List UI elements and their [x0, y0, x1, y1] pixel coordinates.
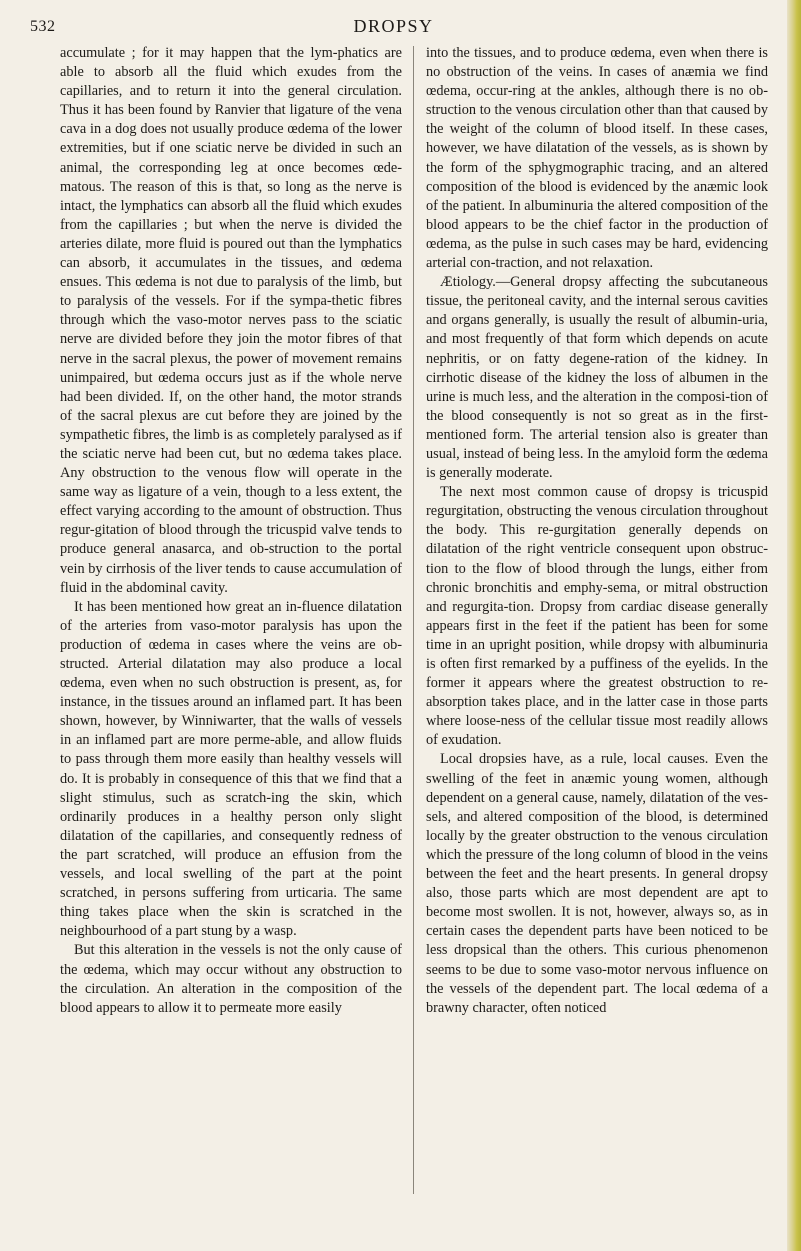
- paragraph: accumulate ; for it may happen that the lym-phatics are able to absorb all the fluid which exudes from the capillaries, and to return it into the general circulation. Thus it has been found by Ranvier that ligature of the vena cava in a dog does not usually produce œdema of the lower extremities, but if one sciatic nerve be divided in such an animal, the corresponding leg at once becomes œde-matous. The reason of this is that, so long as the nerve is intact, the lymphatics can absorb all the fluid which exudes from the capillaries ; but when the nerve is divided the arteries dilate, more fluid is poured out than the lymphatics can absorb, it accumulates in the tissues, and œdema ensues. This œdema is not due to paralysis of the limb, but to paralysis of the vessels. For if the sympa-thetic fibres through which the vaso-motor nerves pass to the sciatic nerve are divided before they join the motor fibres of that nerve in the sacral plexus, the power of movement remains unimpaired, but œdema occurs just as if the whole nerve had been divided. If, on the other hand, the motor strands of the sacral plexus are cut before they are joined by the sympathetic fibres, the limb is as completely paralysed as if the sciatic nerve had been cut, but no œdema takes place. Any obstruction to the venous flow will operate in the same way as ligature of a vein, though to a less extent, the effect varying according to the amount of obstruction. Thus regur-gitation of blood through the tricuspid valve tends to produce general anasarca, and ob-struction to the portal vein by cirrhosis of the liver tends to cause accumulation of fluid in the abdominal cavity.: [60, 45, 402, 596]
- page-number: 532: [30, 18, 56, 35]
- page-edge: [787, 0, 801, 1251]
- paragraph-aetiology: Ætiology.—General dropsy affecting the subcutaneous tissue, the peritoneal cavity, and the internal serous cavities and organs generally, is usually the result of albumin-uria, and most frequently of that form which depends on acute nephritis, or on fatty degene-ration of the kidney. In cirrhotic disease of the kidney the loss of albumen in the urine is much less, and the alteration in the composi-tion of the blood consequently is not so great as in the first-mentioned form. The arterial tension also is greater than usual, instead of being less. In the amyloid form the œdema is generally moderate.: [426, 274, 768, 482]
- right-column: [426, 44, 768, 1018]
- paragraph: Local dropsies have, as a rule, local causes. Even the swelling of the feet in anæmic young women, although dependent on a general cause, namely, dilatation of the ves-sels, and altered composition of the blood, is determined locally by the greater obstruction to the venous circulation which the pressure of the long column of blood in the veins between the feet and the heart presents. In general dropsy also, those parts which are most dependent are apt to become most swollen. It is not, however, always so, as in certain cases the dependent parts have been noticed to be less dropsical than the others. This curious phenomenon seems to be due to some vaso-motor nervous influence on the vessels of the dependent part. The local œdema of a brawny character, often noticed: [426, 751, 768, 1016]
- paragraph: The next most common cause of dropsy is tricuspid regurgitation, obstructing the venous circulation throughout the body. This re-gurgitation generally depends on dilatation of the right ventricle consequent upon obstruc-tion to the flow of blood through the lungs, either from chronic bronchitis and emphy-sema, or mitral obstruction and regurgita-tion. Dropsy from cardiac disease generally appears first in the feet if the patient has been for some time in an upright position, while dropsy with albuminuria is often first remarked by a puffiness of the eyelids. In the former it appears where the greatest obstruction to re-absorption takes place, and in the latter case in those parts where loose-ness of the cellular tissue most readily allows of exudation.: [426, 484, 768, 749]
- left-column: [60, 44, 402, 1018]
- paragraph: But this alteration in the vessels is not the only cause of the œdema, which may occur without any obstruction to the circulation. An alteration in the composition of the blood appears to allow it to permeate more easily: [60, 942, 402, 1016]
- running-title: DROPSY: [353, 16, 434, 36]
- paragraph: It has been mentioned how great an in-fluence dilatation of the arteries from vaso-motor paralysis has upon the production of œdema in cases where the veins are ob-structed. Arterial dilatation may also produce a local œdema, even when no such obstruction is present, as, for instance, in the tissues around an inflamed part. It has been shown, however, by Winniwarter, that the walls of vessels in an inflamed part are more perme-able, and allow fluids to pass through them more easily than healthy vessels will do. It is probably in consequence of this that we find that a slight stimulus, such as scratch-ing the skin, which ordinarily produces in a healthy person only slight dilatation of the capillaries, and consequently redness of the part scratched, will produce an effusion from the vessels, and local swelling of the part at the point scratched, in persons suffering from urticaria. The same thing takes place when the skin is scratched in the neighbourhood of a part stung by a wasp.: [60, 598, 402, 940]
- page-header: [0, 12, 787, 42]
- paragraph: into the tissues, and to produce œdema, even when there is no obstruction of the veins. In cases of anæmia we find œdema, occur-ring at the ankles, although there is no ob-struction to the venous circulation other than that caused by the weight of the column of blood itself. In these cases, however, we have dilatation of the vessels, as is shown by the form of the sphygmographic tracing, and an altered composition of the blood is evidenced by the anæmic look of the patient. In albuminuria the altered composition of the blood appears to be the chief factor in the production of œdema, as the pulse in such cases may be hard, evidencing arterial con-traction, and not relaxation.: [426, 45, 768, 272]
- column-divider: [413, 46, 414, 1194]
